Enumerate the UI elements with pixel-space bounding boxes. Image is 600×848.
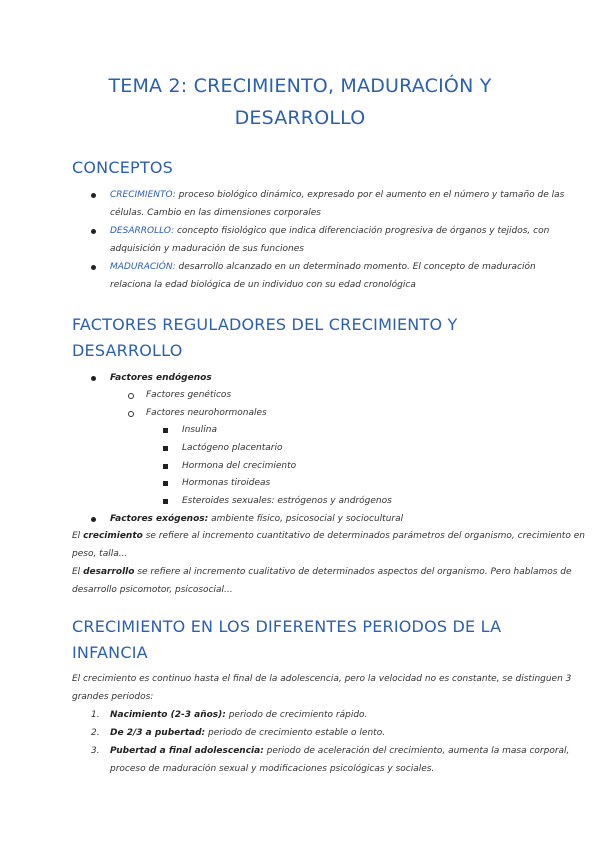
concept-desarrollo: DESARROLLO: concepto fisiológico que indica diferenciación progresiva de órganos y tejidos, con bbox=[110, 226, 550, 236]
square-bullet-icon bbox=[163, 446, 168, 451]
heading-conceptos: CONCEPTOS bbox=[72, 158, 173, 177]
crecimiento-definition: El crecimiento se refiere al incremento cuantitativo de determinados parámetros del organismo, crecimiento en bbox=[72, 531, 585, 541]
desarrollo-definition: El desarrollo se refiere al incremento cualitativo de determinados aspectos del organismo. Pero hablamos de bbox=[72, 567, 572, 577]
heading-periodos: CRECIMIENTO EN LOS DIFERENTES PERIODOS DE LA INFANCIA bbox=[72, 617, 502, 662]
concept-crecimiento-cont: células. Cambio en las dimensiones corporales bbox=[110, 208, 321, 218]
periodo-item: Nacimiento (2-3 años): periodo de crecimiento rápido. bbox=[110, 710, 368, 720]
circle-bullet-icon bbox=[128, 393, 134, 399]
factores-endogenos: Factores endógenos bbox=[110, 373, 212, 383]
periodos-intro: El crecimiento es continuo hasta el final de la adolescencia, pero la velocidad no es constante, se distinguen 3 bbox=[72, 674, 572, 684]
bullet-icon bbox=[91, 193, 96, 198]
bullet-icon bbox=[91, 376, 96, 381]
periodos-intro-cont: grandes periodos: bbox=[72, 692, 154, 702]
concept-maduracion: MADURACIÓN: desarrollo alcanzado en un determinado momento. El concepto de maduración bbox=[110, 262, 536, 272]
document-title: TEMA 2: CRECIMIENTO, MADURACIÓN Y DESARROLLO bbox=[108, 75, 492, 129]
square-bullet-icon bbox=[163, 499, 168, 504]
factores-exogenos: Factores exógenos: ambiente físico, psicosocial y sociocultural bbox=[110, 514, 404, 524]
concept-desarrollo-cont: adquisición y maduración de sus funciones bbox=[110, 244, 304, 254]
periodo-item-cont: proceso de maduración sexual y modificaciones psicológicas y sociales. bbox=[110, 764, 435, 774]
hormona-item: Insulina bbox=[182, 425, 217, 435]
factores-geneticos: Factores genéticos bbox=[146, 390, 232, 400]
concept-crecimiento: CRECIMIENTO: proceso biológico dinámico, expresado por el aumento en el número y tamaño de las bbox=[110, 190, 565, 200]
factores-neurohormonales: Factores neurohormonales bbox=[146, 408, 267, 418]
square-bullet-icon bbox=[163, 481, 168, 486]
square-bullet-icon bbox=[163, 428, 168, 433]
list-number: 2. bbox=[91, 728, 100, 738]
bullet-icon bbox=[91, 229, 96, 234]
desarrollo-definition-cont: desarrollo psicomotor, psicosocial... bbox=[72, 585, 233, 595]
circle-bullet-icon bbox=[128, 411, 134, 417]
hormona-item: Lactógeno placentario bbox=[182, 443, 283, 453]
square-bullet-icon bbox=[163, 464, 168, 469]
periodo-item: De 2/3 a pubertad: periodo de crecimiento estable o lento. bbox=[110, 728, 386, 738]
heading-factores: FACTORES REGULADORES DEL CRECIMIENTO Y DESARROLLO bbox=[72, 315, 458, 360]
hormona-item: Hormona del crecimiento bbox=[182, 461, 297, 471]
crecimiento-definition-cont: peso, talla... bbox=[72, 549, 128, 559]
list-number: 3. bbox=[91, 746, 100, 756]
periodo-item: Pubertad a final adolescencia: periodo de aceleración del crecimiento, aumenta la masa corporal, bbox=[110, 746, 570, 756]
concept-maduracion-cont: relaciona la edad biológica de un individuo con su edad cronológica bbox=[110, 280, 416, 290]
bullet-icon bbox=[91, 265, 96, 270]
list-number: 1. bbox=[91, 710, 100, 720]
hormona-item: Hormonas tiroideas bbox=[182, 478, 271, 488]
hormona-item: Esteroides sexuales: estrógenos y andrógenos bbox=[182, 496, 392, 506]
bullet-icon bbox=[91, 517, 96, 522]
